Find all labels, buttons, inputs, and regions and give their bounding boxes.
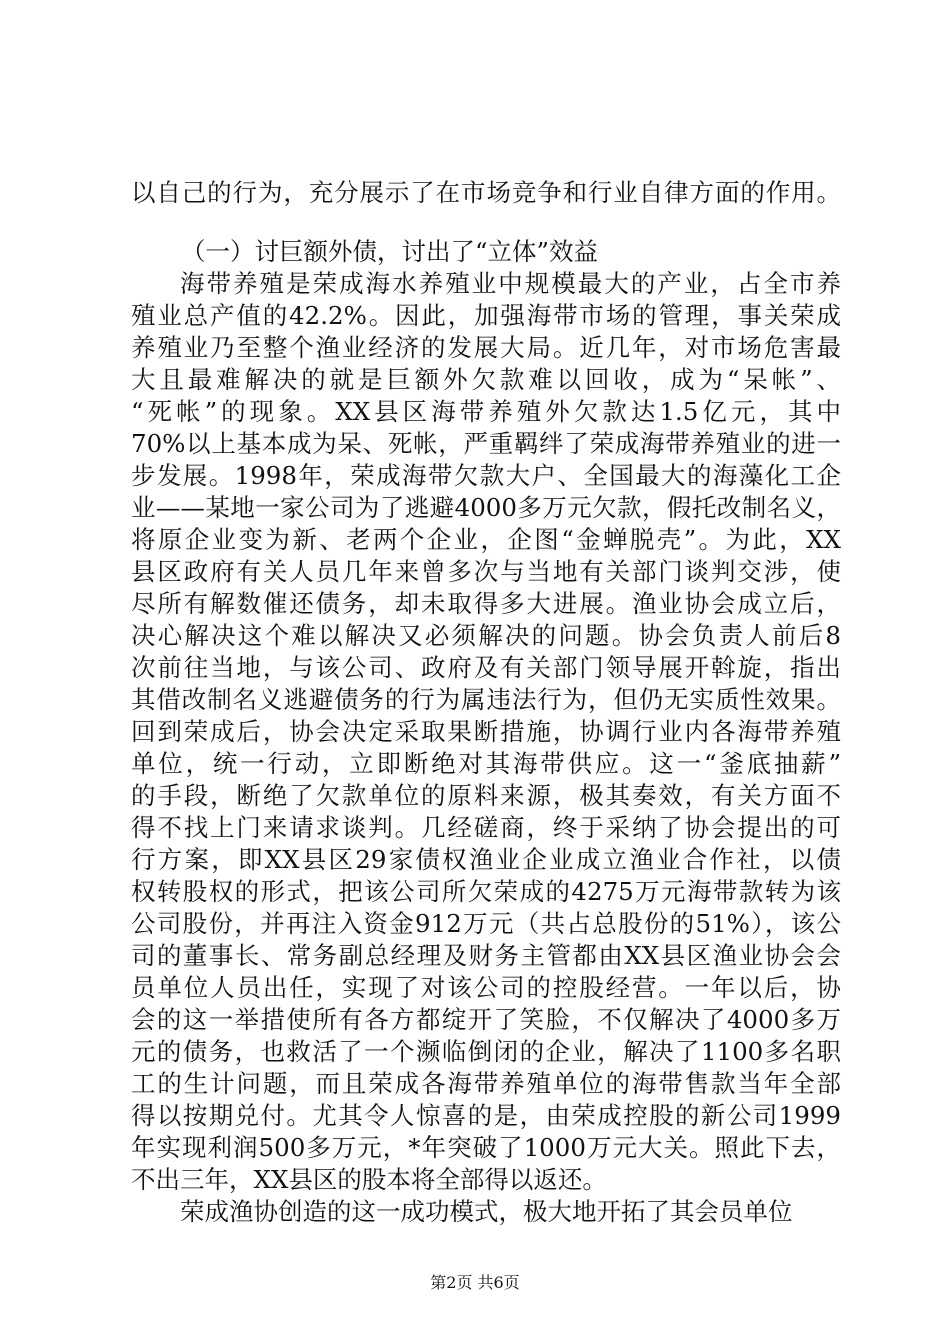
text-line: 得以按期兑付。尤其令人惊喜的是，由荣成控股的新公司1999 <box>131 1101 841 1130</box>
text-line: 行方案，即XX县区29家债权渔业企业成立渔业合作社，以债 <box>131 845 841 874</box>
text-line: 决心解决这个难以解决又必须解决的问题。协会负责人前后8 <box>131 621 841 650</box>
text-line: 以自己的行为，充分展示了在市场竞争和行业自律方面的作用。 <box>131 178 841 207</box>
text-line: 步发展。1998年，荣成海带欠款大户、全国最大的海藻化工企 <box>131 461 841 490</box>
text-line: “死帐”的现象。XX县区海带养殖外欠款达1.5亿元，其中 <box>131 397 841 426</box>
text-line: 员单位人员出任，实现了对该公司的控股经营。一年以后，协 <box>131 973 841 1002</box>
text-line: 次前往当地，与该公司、政府及有关部门领导展开斡旋，指出 <box>131 653 841 682</box>
text-line: 70%以上基本成为呆、死帐，严重羁绊了荣成海带养殖业的进一 <box>131 429 841 458</box>
text-line: 其借改制名义逃避债务的行为属违法行为，但仍无实质性效果。 <box>131 685 841 714</box>
text-line: 大且最难解决的就是巨额外欠款难以回收，成为“呆帐”、 <box>131 365 841 394</box>
text-line: 养殖业乃至整个渔业经济的发展大局。近几年，对市场危害最 <box>131 333 841 362</box>
text-line: 元的债务，也救活了一个濒临倒闭的企业，解决了1100多名职 <box>131 1037 841 1066</box>
section-heading: （一）讨巨额外债，讨出了“立体”效益 <box>181 237 599 266</box>
text-line: 会的这一举措使所有各方都绽开了笑脸，不仅解决了4000多万 <box>131 1005 841 1034</box>
text-line: 年实现利润500多万元，*年突破了1000万元大关。照此下去， <box>131 1133 841 1162</box>
text-line: 得不找上门来请求谈判。几经磋商，终于采纳了协会提出的可 <box>131 813 841 842</box>
text-line: 回到荣成后，协会决定采取果断措施，协调行业内各海带养殖 <box>131 717 841 746</box>
paragraph-first-line: 海带养殖是荣成海水养殖业中规模最大的产业，占全市养 <box>180 269 841 298</box>
text-line: 单位，统一行动，立即断绝对其海带供应。这一“釜底抽薪” <box>131 749 841 778</box>
paragraph-last-line: 不出三年，XX县区的股本将全部得以返还。 <box>131 1165 607 1194</box>
text-line: 县区政府有关人员几年来曾多次与当地有关部门谈判交涉，使 <box>131 557 841 586</box>
text-line: 司的董事长、常务副总经理及财务主管都由XX县区渔业协会会 <box>131 941 841 970</box>
text-line: 的手段，断绝了欠款单位的原料来源，极其奏效，有关方面不 <box>131 781 841 810</box>
text-line: 业——某地一家公司为了逃避4000多万元欠款，假托改制名义， <box>131 493 841 522</box>
text-line: 将原企业变为新、老两个企业，企图“金蝉脱壳”。为此，XX <box>131 525 841 554</box>
paragraph-first-line: 荣成渔协创造的这一成功模式，极大地开拓了其会员单位 <box>180 1197 793 1226</box>
text-line: 工的生计问题，而且荣成各海带养殖单位的海带售款当年全部 <box>131 1069 841 1098</box>
text-line: 权转股权的形式，把该公司所欠荣成的4275万元海带款转为该 <box>131 877 841 906</box>
page-footer: 第2页 共6页 <box>430 1273 520 1292</box>
text-line: 公司股份，并再注入资金912万元（共占总股份的51%），该公 <box>131 909 841 938</box>
text-line: 殖业总产值的42.2%。因此，加强海带市场的管理，事关荣成 <box>131 301 841 330</box>
text-line: 尽所有解数催还债务，却未取得多大进展。渔业协会成立后， <box>131 589 841 618</box>
